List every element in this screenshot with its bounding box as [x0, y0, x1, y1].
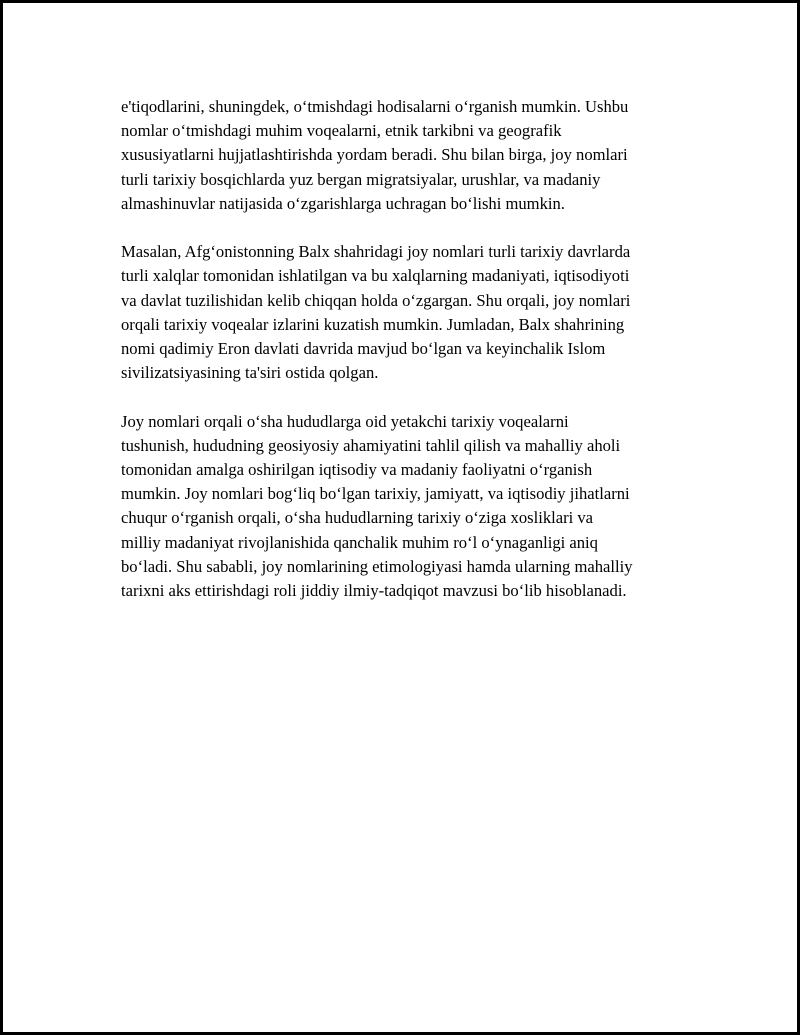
paragraph-3	[121, 410, 701, 604]
text-line: tomonidan amalga oshirilgan iqtisodiy va madaniy faoliyatni o‘rganish	[121, 460, 593, 480]
text-line: sivilizatsiyasining ta'siri ostida qolgan.	[121, 363, 379, 383]
document-body	[121, 95, 701, 627]
text-line: milliy madaniyat rivojlanishida qanchalik muhim ro‘l o‘ynaganligi aniq	[121, 532, 598, 552]
text-line: turli tarixiy bosqichlarda yuz bergan migratsiyalar, urushlar, va madaniy	[121, 169, 601, 189]
text-line: mumkin. Joy nomlari bog‘liq bo‘lgan tarixiy, jamiyatt, va iqtisodiy jihatlarni	[121, 484, 630, 504]
text-line: xususiyatlarni hujjatlashtirishda yordam beradi. Shu bilan birga, joy nomlari	[121, 145, 628, 165]
text-line: almashinuvlar natijasida o‘zgarishlarga uchragan bo‘lishi mumkin.	[121, 193, 565, 213]
text-line: Masalan, Afg‘onistonning Balx shahridagi joy nomlari turli tarixiy davrlarda	[121, 242, 631, 262]
text-line: turli xalqlar tomonidan ishlatilgan va bu xalqlarning madaniyati, iqtisodiyoti	[121, 266, 630, 286]
text-line: Joy nomlari orqali o‘sha hududlarga oid yetakchi tarixiy voqealarni	[121, 411, 569, 431]
text-line: e'tiqodlarini, shuningdek, o‘tmishdagi hodisalarni o‘rganish mumkin. Ushbu	[121, 97, 629, 116]
text-line: chuqur o‘rganish orqali, o‘sha hududlarning tarixiy o‘ziga xosliklari va	[121, 508, 594, 528]
text-line: bo‘ladi. Shu sababli, joy nomlarining etimologiyasi hamda ularning mahalliy	[121, 556, 633, 576]
text-line: nomlar o‘tmishdagi muhim voqealarni, etnik tarkibni va geografik	[121, 121, 562, 141]
text-line: tushunish, hududning geosiyosiy ahamiyatini tahlil qilish va mahalliy aholi	[121, 435, 621, 455]
text-line: tarixni aks ettirishdagi roli jiddiy ilmiy-tadqiqot mavzusi bo‘lib hisoblanadi.	[121, 581, 627, 601]
paragraph-2	[121, 240, 701, 385]
text-line: orqali tarixiy voqealar izlarini kuzatish mumkin. Jumladan, Balx shahrining	[121, 314, 625, 334]
text-line: nomi qadimiy Eron davlati davrida mavjud bo‘lgan va keyinchalik Islom	[121, 339, 606, 359]
text-line: va davlat tuzilishidan kelib chiqqan holda o‘zgargan. Shu orqali, joy nomlari	[121, 290, 631, 310]
paragraph-1	[121, 95, 701, 216]
